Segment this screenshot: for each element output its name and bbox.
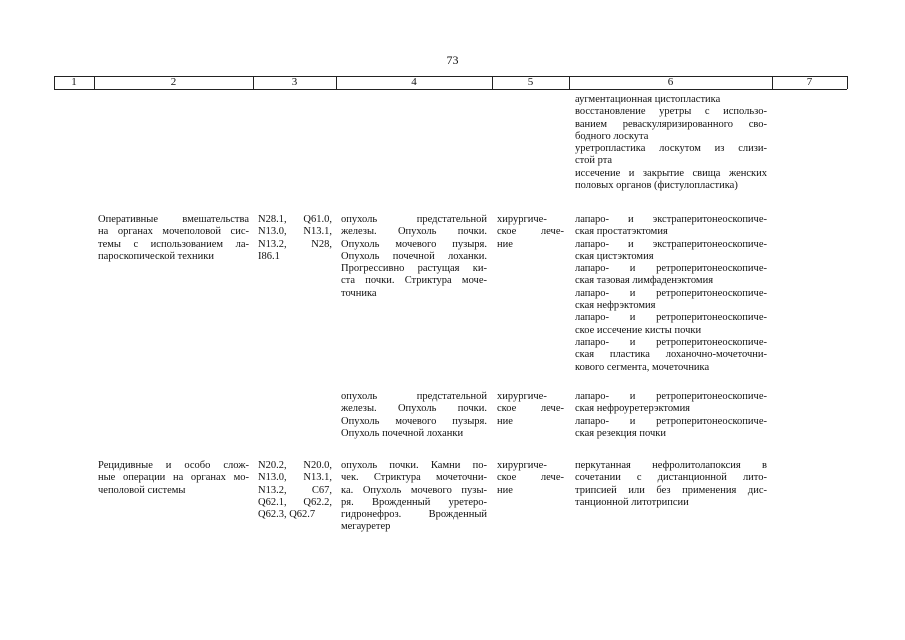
column-number-6: 6 — [667, 76, 674, 88]
text-line: иссечение и закрытие свища женских — [575, 167, 767, 179]
text-line: ние — [497, 238, 513, 250]
text-line: гидронефроз. Врожденный — [341, 509, 487, 521]
intervention-group-name — [98, 460, 249, 497]
text-line: хирургиче- — [497, 460, 547, 471]
text-line: хирургиче- — [497, 391, 547, 402]
text-line: ская простатэктомия — [575, 226, 668, 238]
icd-codes — [258, 460, 332, 521]
column-number-1: 1 — [71, 76, 77, 88]
column-separator — [847, 76, 848, 89]
text-line: опухоль почки. Камни по- — [341, 460, 487, 471]
text-line: N20.2, N20.0, — [258, 460, 332, 471]
text-line: I86.1 — [258, 250, 280, 262]
text-line: ние — [497, 415, 513, 427]
text-line: бодного лоскута — [575, 130, 649, 142]
text-line: перкутанная нефролитолапоксия в — [575, 460, 767, 471]
text-line: железы. Опухоль почки. — [341, 403, 487, 415]
text-line: N28.1, Q61.0, — [258, 214, 332, 225]
text-line: ря. Врожденный уретеро- — [341, 496, 487, 508]
text-line: ка. Опухоль мочевого пузы- — [341, 484, 487, 496]
text-line: трипсией или без применения дис- — [575, 484, 767, 496]
text-line: ское лече- — [497, 403, 564, 415]
text-line: половых органов (фистулопластика) — [575, 180, 738, 192]
text-line: восстановление уретры с использо- — [575, 106, 767, 118]
text-line: ская нефрэктомия — [575, 300, 656, 312]
text-line: опухоль предстательной — [341, 214, 487, 225]
text-line: лапаро- и ретроперитонеоскопиче- — [575, 391, 767, 402]
text-line: стой рта — [575, 155, 613, 167]
column-number-7: 7 — [806, 76, 813, 88]
text-line: N13.2, C67, — [258, 484, 332, 496]
text-line: Q62.3, Q62.7 — [258, 509, 316, 521]
text-line: Оперативные вмешательства — [98, 214, 249, 225]
text-line: уретропластика лоскутом из слизи- — [575, 143, 767, 155]
text-line: Прогрессивно растущая ки- — [341, 263, 487, 275]
continuation-methods — [575, 94, 767, 192]
text-line: мегауретер — [341, 521, 391, 533]
text-line: опухоль предстательной — [341, 391, 487, 402]
text-line: ская резекция почки — [575, 427, 666, 439]
text-line: кового сегмента, мочеточника — [575, 361, 710, 373]
treatment-type — [497, 460, 564, 497]
text-line: ние — [497, 484, 513, 496]
text-line: лапаро- и экстраперитонеоскопиче- — [575, 238, 767, 250]
text-line: пароскопической техники — [98, 250, 215, 262]
text-line: чек. Стриктура мочеточни- — [341, 472, 487, 484]
column-number-3: 3 — [291, 76, 298, 88]
text-line: железы. Опухоль почки. — [341, 226, 487, 238]
column-number-2: 2 — [170, 76, 177, 88]
patient-model — [341, 460, 487, 534]
text-line: хирургиче- — [497, 214, 547, 225]
text-line: на органах мочеполовой сис- — [98, 226, 249, 238]
text-line: N13.0, N13.1, — [258, 226, 332, 238]
treatment-methods — [575, 214, 767, 374]
text-line: N13.0, N13.1, — [258, 472, 332, 484]
text-line: Рецидивные и особо слож- — [98, 460, 249, 471]
text-line: ское лече- — [497, 472, 564, 484]
column-number-5: 5 — [527, 76, 534, 88]
text-line: лапаро- и ретроперитонеоскопиче- — [575, 263, 767, 275]
treatment-methods — [575, 391, 767, 440]
icd-codes — [258, 214, 332, 263]
text-line: Опухоль почечной лоханки — [341, 427, 464, 439]
text-line: Опухоль почечной лоханки. — [341, 250, 487, 262]
text-line: ское иссечение кисты почки — [575, 324, 702, 336]
text-line: ные операции на органах мо- — [98, 472, 249, 484]
text-line: ская пластика лоханочно-мочеточни- — [575, 349, 767, 361]
text-line: темы с использованием ла- — [98, 238, 249, 250]
text-line: Q62.1, Q62.2, — [258, 496, 332, 508]
patient-model — [341, 391, 487, 440]
text-line: N13.2, N28, — [258, 238, 332, 250]
text-line: ская нефроуретерэктомия — [575, 403, 691, 415]
treatment-type — [497, 391, 564, 428]
text-line: ста почки. Стриктура моче- — [341, 275, 487, 287]
page-number: 73 — [446, 53, 459, 67]
patient-model — [341, 214, 487, 300]
text-line: ванием реваскуляризированного сво- — [575, 118, 767, 130]
treatment-type — [497, 214, 564, 251]
text-line: аугментационная цистопластика — [575, 94, 721, 105]
text-line: точника — [341, 287, 377, 299]
column-number-4: 4 — [411, 76, 417, 88]
text-line: сочетании с дистанционной лито- — [575, 472, 767, 484]
text-line: Опухоль мочевого пузыря. — [341, 238, 487, 250]
text-line: ское лече- — [497, 226, 564, 238]
text-line: лапаро- и ретроперитонеоскопиче- — [575, 336, 767, 348]
text-line: Опухоль мочевого пузыря. — [341, 415, 487, 427]
text-line: лапаро- и ретроперитонеоскопиче- — [575, 287, 767, 299]
text-line: лапаро- и экстраперитонеоскопиче- — [575, 214, 767, 225]
intervention-group-name — [98, 214, 249, 263]
text-line: ская цистэктомия — [575, 250, 654, 262]
text-line: танционной литотрипсии — [575, 496, 689, 508]
treatment-methods — [575, 460, 767, 509]
text-line: чеполовой системы — [98, 484, 186, 496]
table-header-bottom-border — [54, 89, 847, 90]
text-line: лапаро- и ретроперитонеоскопиче- — [575, 415, 767, 427]
text-line: лапаро- и ретроперитонеоскопиче- — [575, 312, 767, 324]
text-line: ская тазовая лимфаденэктомия — [575, 275, 714, 287]
